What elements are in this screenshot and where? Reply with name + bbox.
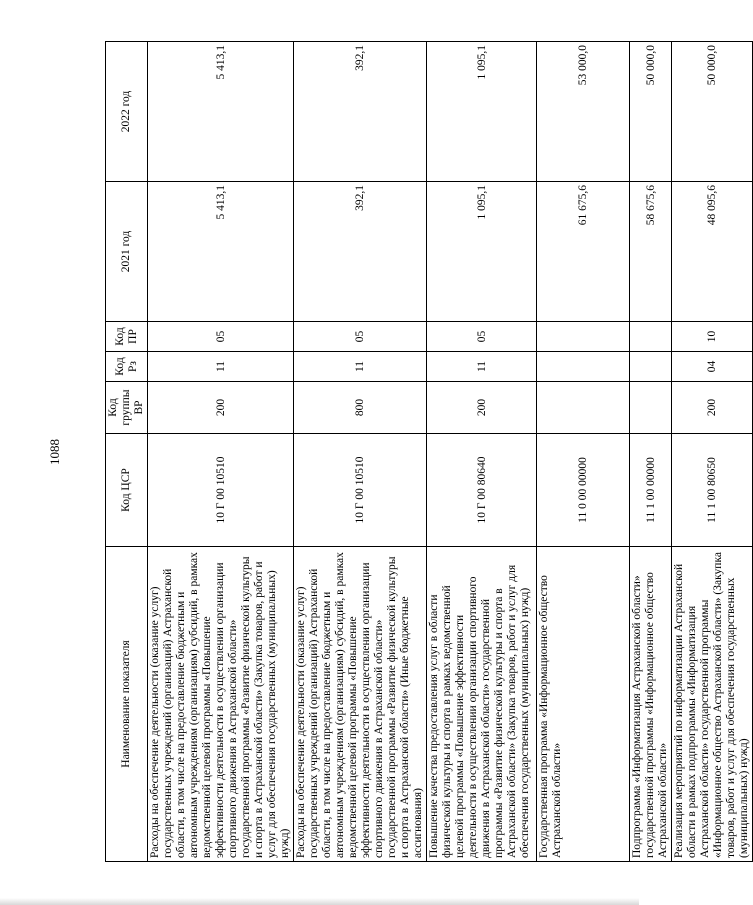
cell-vr — [537, 382, 630, 434]
cell-name: Расходы на обеспечение деятельности (оказание услуг) государственных учреждений (организаций) Астраханской области, в том числе на предоставление бюджетным и автономным учреждениям (организациям) субсидий, в рамках ведомственной целевой программы «Повышение эффективности деятельности в осуществлении организации спортивного движения в Астраханской области» государственной программы «Развитие физической культуры и спорта в Астраханской области» (Иные бюджетные ассигнования) — [294, 547, 427, 862]
header-csr: Код ЦСР — [106, 434, 148, 547]
cell-2022: 50 000,0 — [630, 42, 672, 182]
cell-name: Подпрограмма «Информатизация Астраханской области» государственной программы «Информационное общество Астраханской области» — [630, 547, 672, 862]
scan-edge-shadow — [0, 898, 639, 905]
cell-rz: 11 — [148, 352, 294, 382]
cell-csr: 10 Г 00 10510 — [294, 434, 427, 547]
cell-2021: 5 413,1 — [148, 182, 294, 322]
cell-pr: 05 — [148, 322, 294, 352]
cell-pr — [537, 322, 630, 352]
cell-csr: 11 1 00 00000 — [630, 434, 672, 547]
cell-rz — [630, 352, 672, 382]
cell-2021: 61 675,6 — [537, 182, 630, 322]
cell-rz — [537, 352, 630, 382]
cell-vr: 800 — [294, 382, 427, 434]
cell-name: Повышение качества предоставления услуг в области физической культуры и спорта в рамках ведомственной целевой программы «Повышение эффективности деятельности в осуществлении организации спортивного движения в Астраханской области» государственной программы «Развитие физической культуры и спорта в Астраханской области» (Закупка товаров, работ и услуг для обеспечения государственных (муниципальных) нужд) — [427, 547, 537, 862]
cell-name: Реализация мероприятий по информатизации Астраханской области в рамках подпрограммы «Информатизация Астраханской области» государственной программы «Информационное общество Астраханской области» (Закупка товаров, работ и услуг для обеспечения государственных (муниципальных) нужд) — [672, 547, 753, 862]
cell-pr — [630, 322, 672, 352]
header-rz: Код Рз — [106, 352, 148, 382]
cell-rz: 11 — [294, 352, 427, 382]
cell-csr: 10 Г 00 80640 — [427, 434, 537, 547]
cell-pr: 05 — [427, 322, 537, 352]
cell-2021: 48 095,6 — [672, 182, 753, 322]
cell-pr: 05 — [294, 322, 427, 352]
cell-vr — [630, 382, 672, 434]
header-name: Наименование показателя — [106, 547, 148, 862]
table-row — [148, 42, 294, 862]
cell-2021: 58 675,6 — [630, 182, 672, 322]
header-vr: Код группы ВР — [106, 382, 148, 434]
cell-2022: 392,1 — [294, 42, 427, 182]
cell-vr: 200 — [148, 382, 294, 434]
page-number: 1088 — [47, 439, 62, 465]
cell-name: Расходы на обеспечение деятельности (оказание услуг) государственных учреждений (организаций) Астраханской области, в том числе на предоставление бюджетным и автономным учреждениям (организациям) субсидий, в рамках ведомственной целевой программы «Повышение эффективности деятельности в осуществлении организации спортивного движения в Астраханской области» государственной программы «Развитие физической культуры и спорта в Астраханской области» (Закупка товаров, работ и услуг для обеспечения государственных (муниципальных) нужд) — [148, 547, 294, 862]
cell-name: Государственная программа «Информационное общество Астраханской области» — [537, 547, 630, 862]
table-row — [672, 42, 753, 862]
cell-2022: 53 000,0 — [537, 42, 630, 182]
cell-2022: 5 413,1 — [148, 42, 294, 182]
table-row — [537, 42, 630, 862]
table-row — [294, 42, 427, 862]
cell-vr: 200 — [672, 382, 753, 434]
cell-2022: 1 095,1 — [427, 42, 537, 182]
rotated-table-container — [105, 42, 750, 862]
header-2022: 2022 год — [106, 42, 148, 182]
cell-2021: 392,1 — [294, 182, 427, 322]
cell-csr: 11 0 00 00000 — [537, 434, 630, 547]
table-row — [630, 42, 672, 862]
cell-csr: 10 Г 00 10510 — [148, 434, 294, 547]
table-header-row — [106, 42, 148, 862]
cell-vr: 200 — [427, 382, 537, 434]
header-2021: 2021 год — [106, 182, 148, 322]
cell-2022: 50 000,0 — [672, 42, 753, 182]
table-row — [427, 42, 537, 862]
header-pr: Код ПР — [106, 322, 148, 352]
cell-rz: 11 — [427, 352, 537, 382]
budget-table — [105, 41, 753, 862]
cell-pr: 10 — [672, 322, 753, 352]
cell-rz: 04 — [672, 352, 753, 382]
cell-2021: 1 095,1 — [427, 182, 537, 322]
cell-csr: 11 1 00 80650 — [672, 434, 753, 547]
